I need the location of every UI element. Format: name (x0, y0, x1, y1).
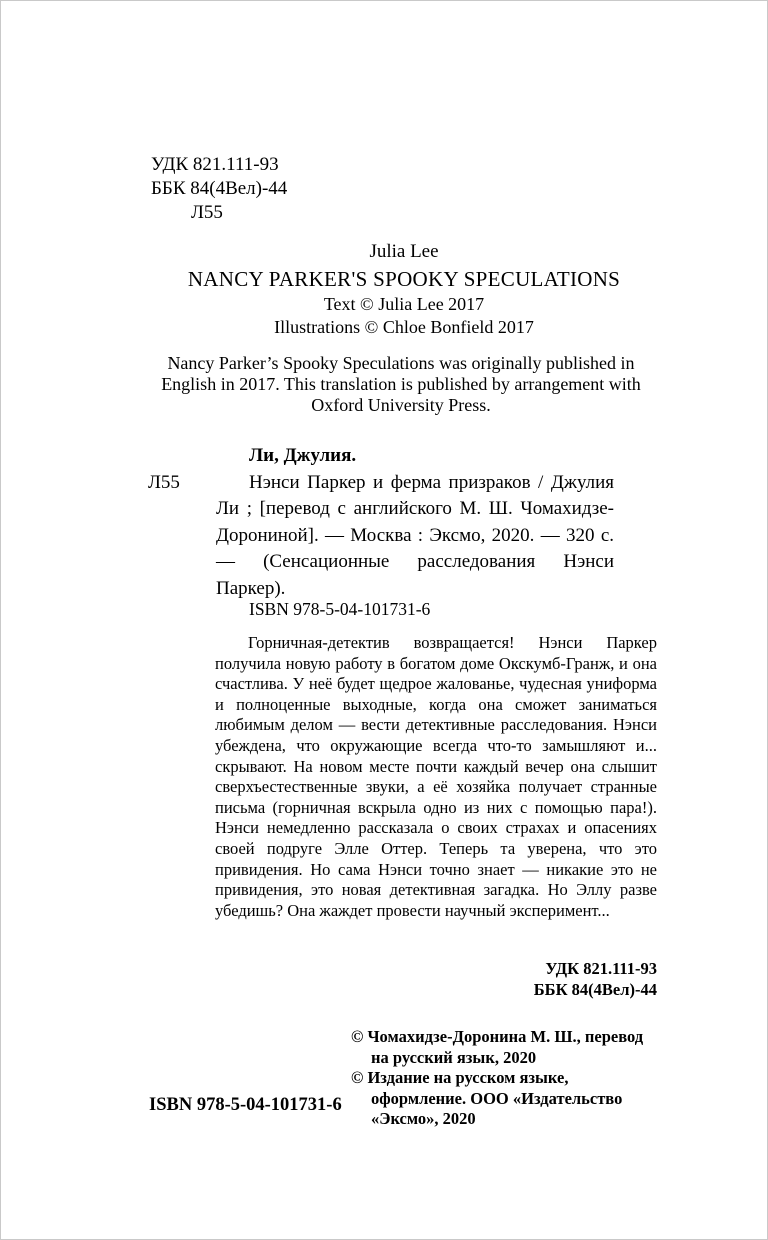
isbn-catalog: ISBN 978-5-04-101731-6 (249, 599, 431, 619)
udk-code-bottom: УДК 821.111-93 (545, 959, 657, 978)
bottom-bibliographic-codes (216, 959, 657, 1000)
copyright-block (351, 1027, 651, 1130)
catalog-card (148, 443, 614, 602)
top-bibliographic-codes (151, 153, 287, 225)
book-annotation: Горничная-детектив возвращается! Нэнси Паркер получила новую работу в богатом доме Окскумб-Гранж, и она счастлива. У неё будет щедрое жалованье, чудесная униформа и полноценные выходные, когда она сможет заниматься любимым делом — вести детективные расследования. Нэнси убеждена, что окружающие всегда что-то замышляют и... скрывают. На новом месте почти каждый вечер она слышит сверхъестественные звуки, а её хозяйка получает странные письма (горничная вскрыла одно из них с помощью пара!). Нэнси немедленно рассказала о своих страхах и опасениях своей подруге Элле Оттер. Теперь та уверена, что это привидения. Но сама Нэнси точно знает — никакие это не привидения, это новая детективная загадка. Но Эллу разве убедишь? Она жаждет провести научный эксперимент... (215, 633, 657, 920)
copyright-publisher: © Издание на русском языке, оформление. ООО «Издательство «Эксмо», 2020 (351, 1068, 623, 1128)
english-title-block (151, 239, 657, 339)
udk-code-top: УДК 821.111-93 (151, 154, 279, 175)
book-title-english: NANCY PARKER'S SPOOKY SPECULATIONS (187, 267, 621, 291)
bbk-code-bottom: ББК 84(4Вел)-44 (533, 979, 657, 999)
isbn-bottom: ISBN 978-5-04-101731-6 (149, 1095, 342, 1115)
original-publication-note: Nancy Parker’s Spooky Speculations was originally published in English in 2017. This translation is published by arrangement with Oxford University Press. (161, 353, 641, 415)
author-sign-margin: Л55 (148, 472, 180, 493)
catalog-entry: Нэнси Паркер и ферма призраков / Джулия Ли ; [перевод с английского М. Ш. Чомахидзе-Дорониной]. — Москва : Эксмо, 2020. — 320 с. — (Сенсационные расследования Нэнси Паркер). (216, 471, 614, 599)
copyright-translation: © Чомахидзе-Доронина М. Ш., перевод на русский язык, 2020 (351, 1027, 644, 1067)
author-sign-top: Л55 (191, 202, 223, 223)
catalog-author: Ли, Джулия. (249, 445, 357, 466)
text-copyright-line: Text © Julia Lee 2017 (323, 294, 485, 314)
illustrations-copyright-line: Illustrations © Chloe Bonfield 2017 (274, 317, 534, 337)
bbk-code-top: ББК 84(4Вел)-44 (151, 178, 288, 199)
author-name-english: Julia Lee (369, 241, 439, 262)
